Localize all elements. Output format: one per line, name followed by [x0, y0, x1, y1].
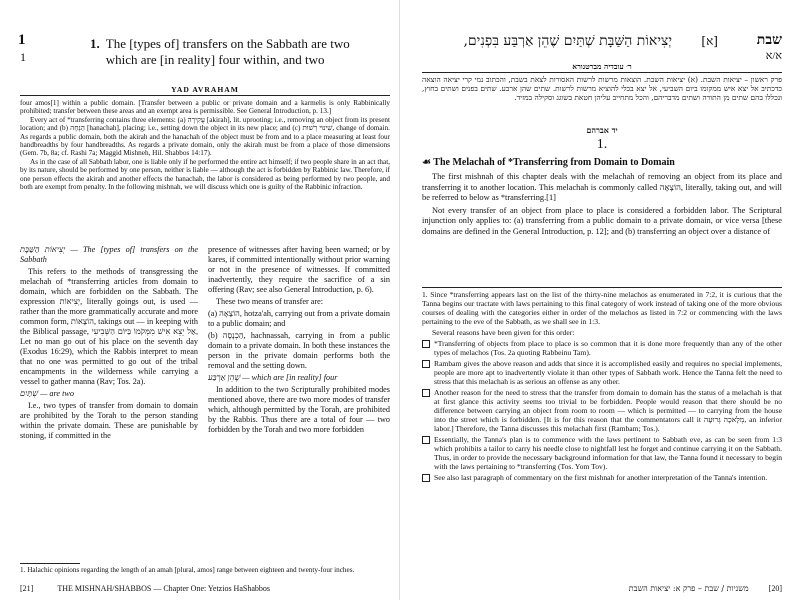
right-footer	[422, 584, 782, 593]
checkbox-bullet-icon	[422, 474, 430, 482]
footnote-rule	[20, 563, 80, 564]
footnote-rule-right	[422, 287, 782, 288]
page-number-top: 1	[18, 32, 26, 48]
bullet-text: See also last paragraph of commentary on the first mishnah for another interpretation of the Tanna's intention.	[434, 473, 768, 482]
mishnah-number: 1.	[90, 36, 100, 51]
melachah-title-row	[422, 157, 782, 168]
melachah-title: The Melachah of *Transferring from Domain to Domain	[433, 157, 675, 168]
yad-avraham-heading: יד אברהם	[586, 125, 618, 135]
liability-paragraph: As in the case of all Sabbath labor, one is liable only if he performed the entire act himself; if two people share in an act that, by its nature, should be performed by one person, neither is liable — although the act is forbidden by Rabbinic law. Therefore, if one person effects the akirah and another effects the hanachah, the labor is considered as being performed by two people, and both are exempt from penalty. In the following mishnah, we will discuss which one is guilty of the Rabbinic infraction.	[20, 157, 390, 192]
melachah-body	[422, 172, 782, 284]
page-number-sub: 1	[20, 50, 26, 64]
footnote-bullet	[422, 435, 782, 471]
footnotes-right	[422, 290, 782, 578]
col2-item-a: (a) הוֹצָאָה, hotza'ah, carrying out from a private domain to a public domain; and	[208, 309, 390, 328]
lemma-heading-3: שֶׁהֵן אַרְבַּע — which are [in reality] four	[208, 373, 338, 382]
right-footer-page: [20]	[768, 584, 782, 593]
lemma-heading-2: שְׁתַּיִם — are two	[20, 389, 74, 398]
footnote-bullet	[422, 388, 782, 433]
commentary-title: ר׳ עובדיה מברטנורא	[572, 62, 632, 71]
commentary-text: פרק ראשון – יציאות השבת. (א) יציאות השבת. הוצאות מרשות לרשות האסורות לצאת בשבת, והכתוב נמי קרי יציאה הוצאה כדכתיב אל יצא איש ממקומו ביום השביעי, אל יצא בכלי להוציא מרשות לרשות. שתים שהן ארבע. שתים בפנים ושתים בחוץ, ונכללו בהם שתים מן התורה ושתים מדבריהם, והכל מתחייב עליהן חטאת בשוגג וסקילה במזיד.	[422, 75, 782, 102]
melachah-para-2: Not every transfer of an object from place to place is considered a forbidden labor. The Scriptural injunction only applies to: (a) transferring from a public domain to a private domain, or vice versa [these domains are defined in the General Introduction, p. 12]; and (b) transferring an object over a distance of	[422, 205, 782, 236]
commentary-column-2	[208, 245, 390, 565]
bullet-text: Essentially, the Tanna's plan is to commence with the laws pertinent to Sabbath eve, as can be seen from 1:3 which prohibits a tailor to carry his needle close to nightfall lest he forget and continue carrying it on the Sabbath. Thus, in order to provide the necessary background information for that law, the Tanna found it necessary to begin with the laws pertaining to *transferring (Tos. Yom Tov).	[434, 435, 782, 471]
checkbox-bullet-icon	[422, 360, 430, 368]
commentary-rule	[422, 72, 782, 73]
footnote: 1. Halachic opinions regarding the length of an amah [plural, amos] range between eighteen and twenty-four inches.	[20, 566, 355, 574]
footnote-intro: Several reasons have been given for this order:	[432, 328, 575, 337]
bullet-text: Another reason for the need to stress that the transfer from domain to domain has the status of a melachah is that at first glance this activity seems too trivial to be forbidden. People would reason that there should be no difference between carrying an object from room to room — which is permitted — to carrying from the house into the street which is forbidden. [It is for this reason that the commentators call it מְלָאכָה גְּרוּעָה, an inferior labor.] Therefore, the Tanna discusses this melachah first (Rambam; Tos.).	[434, 388, 782, 433]
footnote-bullet	[422, 473, 782, 482]
col2-body-b: These two means of transfer are:	[216, 297, 324, 306]
intro-block	[20, 99, 390, 191]
header-ref: א/א	[765, 50, 782, 62]
footnote-1: 1. Since *transferring appears last on the list of the thirty-nine melachos as enumerated in 7:2, it is curious that the Tanna begins our tractate with laws pertaining to this final category of work instead of taking one of the more obvious courses of dealing with the categories either in order of the melachos as listed in 7:2 or commencing with the laws pertaining to the eve of the Sabbath, as we shall see in 1:3.	[422, 290, 782, 326]
section-heading: YAD AVRAHAM	[171, 85, 239, 94]
bullet-text: *Transferring of objects from place to place is so common that it is done more frequently than any of the other types of melachos (Tos. 2a quoting Rabbeinu Tam).	[434, 339, 782, 357]
lemma-body-1: This refers to the methods of transgressing the melachah of *transferring articles from domain to domain, which are forbidden on the Sabbath. The expression יְצִיאוֹת, literally goings out, is used — rather than the more grammatically accurate and more common form, הוֹצָאוֹת, takings out — in keeping with the Biblical passage, אַל יֵצֵא אִישׁ מִמְּקֹמוֹ בַּיּוֹם הַשְּׁבִיעִי, Let no man go out of his place on the seventh day (Exodus 16:29), which the Rabbis interpret to mean that no one was permitted to go out of the tribal encampments in the wilderness while carrying a vessel to gather manna (Rav; Tos. 2a).	[20, 267, 198, 386]
col2-body-2: In addition to the two Scripturally prohibited modes mentioned above, there are two more modes of transfer which, although permitted by the Torah, are prohibited by the Rabbis. Thus there are a total of four — two forbidden by the Torah and two more forbidden	[208, 385, 390, 434]
commentary-column-1	[20, 245, 198, 565]
col2-body: presence of witnesses after having been warned; or by kares, if committed intentionally without prior warning or not in the presence of witnesses. If committed inadvertently, they require the sacrifice of a sin offering (Rav; see also General Introduction, p. 6).	[208, 245, 390, 294]
right-footer-title: משניות / שבת – פרק א: יציאות השבת	[628, 584, 749, 593]
mishnah-text-block	[90, 36, 380, 68]
right-page	[400, 0, 800, 600]
intro-paragraph: four amos[1] within a public domain. [Transfer between a public or private domain and a karmelis is only Rabbinically prohibited; transfer between these areas and an exempt area is permissible. See General Introduction, p. 13.]	[20, 99, 390, 116]
left-footer-title: THE MISHNAH/SHABBOS — Chapter One: Yetzios HaShabbos	[57, 584, 270, 593]
header-tractate: שבת	[756, 32, 782, 48]
header-bracket: [א]	[701, 34, 718, 48]
mishnah-text: The [types of] transfers on the Sabbath are two which are [in reality] four within, and two	[105, 36, 350, 67]
left-footer	[20, 584, 390, 593]
header-mishnah: יְצִיאוֹת הַשַּׁבָּת שְׁתַּיִם שֶׁהֵן אַרְבַּע בִּפְנִים,	[463, 33, 672, 49]
footnote-bullet	[422, 339, 782, 357]
melachah-para-1: The first mishnah of this chapter deals with the melachah of removing an object from its place and transferring it to another location. This melachah is commonly called הוֹצָאָה, literally, taking out, and will be referred to below as *transferring.[1]	[422, 172, 782, 202]
checkbox-bullet-icon	[422, 436, 430, 444]
heading-rule	[20, 95, 390, 96]
checkbox-bullet-icon	[422, 340, 430, 348]
lemma-heading-1: יְצִיאוֹת הַשַּׁבָּת — The [types of] transfers on the Sabbath	[20, 245, 198, 264]
chapter-number: 1.	[596, 137, 608, 152]
col2-item-b: (b) הַכְנָסָה, hachnassah, carrying in from a public domain to a private domain. In both these instances the person in the private domain performs both the removal and the setting down.	[208, 331, 390, 370]
ornament-icon: ☙	[422, 157, 434, 168]
elements-paragraph: Every act of *transferring contains three elements: (a) עֲקִירָה [akirah], lit. uprooting; i.e., removing an object from its present location; and (b) הַנָּחָה [hanachah], placing; i.e., setting down the object in its new place; and (c) שִׁינּוּי רְשׁוּת, change of domain. As regards a public domain, both the akirah and the hanachah of the object must be from and to a place measuring at least four handbreadths by four handbreadths. As regards a private domain, only the akirah must be from a place of those dimensions (Gem. 7b, 8a; cf. Rashi 7a; Maggid Mishneh, Hil. Shabbos 14:17).	[20, 115, 390, 158]
footnote-bullet	[422, 359, 782, 386]
left-footer-page: [21]	[20, 584, 34, 593]
bullet-text: Rambam gives the above reason and adds that since it is accomplished easily and requires no special implements, people are more apt to inadvertently violate it than other types of Sabbath work. Hence the Tanna felt the need to stress that this melachah is as serious an offense as any other.	[434, 359, 782, 386]
lemma-body-2: I.e., two types of transfer from domain to domain are prohibited by the Torah to the person standing within the private domain. These are punishable by stoning, if committed in the	[20, 401, 198, 440]
checkbox-bullet-icon	[422, 389, 430, 397]
